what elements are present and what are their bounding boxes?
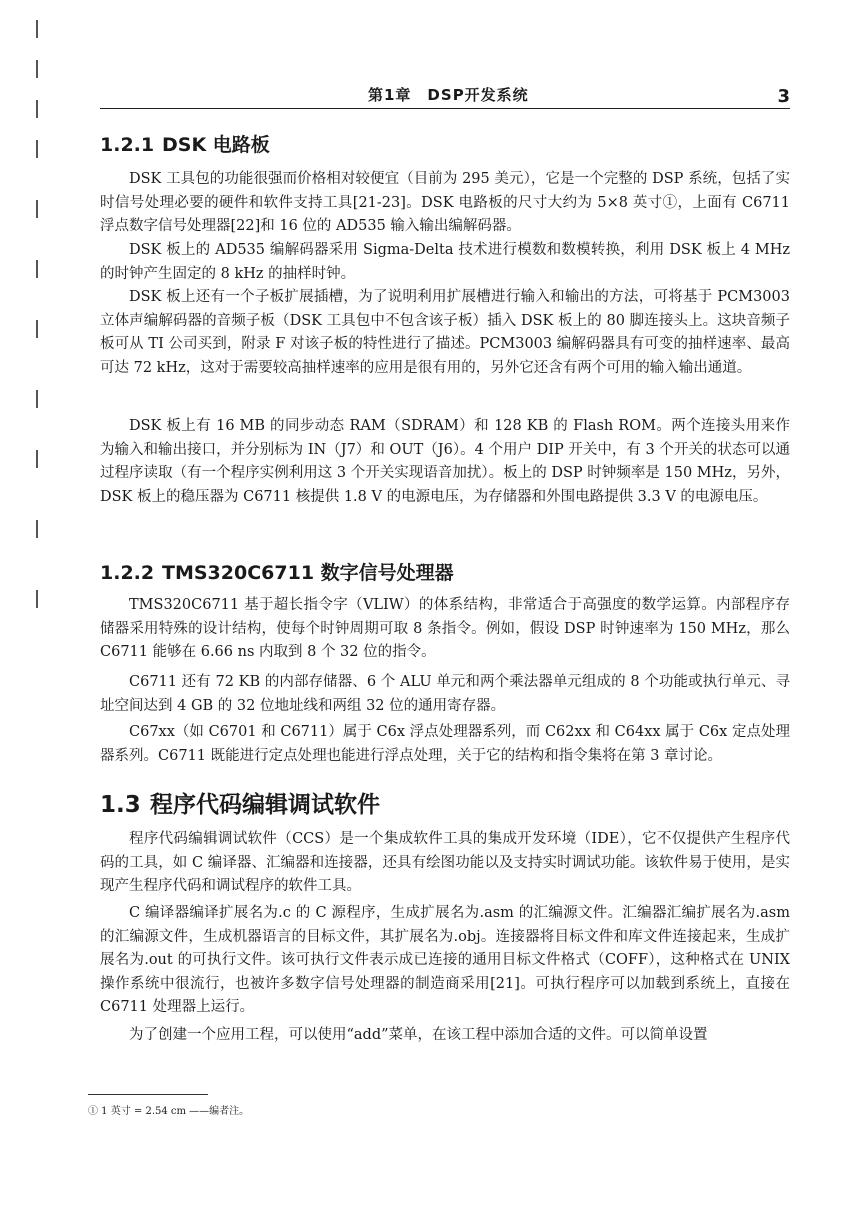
binding-marks	[36, 0, 40, 640]
paragraph: DSK 工具包的功能很强而价格相对较便宜（目前为 295 美元），它是一个完整的 DSP 系统，包括了实时信号处理必要的硬件和软件支持工具[21-23]。DSK 电路板的尺寸大约为 5×8 英寸①，上面有 C6711 浮点数字信号处理器[22]和 16 位的 AD535 输入输出编解码器。	[100, 171, 790, 235]
section-number: 1.3	[100, 792, 141, 818]
section-title: 程序代码编辑调试软件	[150, 792, 380, 818]
paragraph: DSK 板上有 16 MB 的同步动态 RAM（SDRAM）和 128 KB 的 Flash ROM。两个连接头用来作为输入和输出接口，并分别标为 IN（J7）和 OUT（J6）。4 个用户 DIP 开关中，有 3 个开关的状态可以通过程序读取（有一个程序实例利用这 3 个开关实现语音加扰）。板上的 DSP 时钟频率是 150 MHz，另外，DSK 板上的稳压器为 C6711 核提供 1.8 V 的电源电压，为存储器和外围电路提供 3.3 V 的电源电压。	[100, 418, 790, 505]
running-header	[100, 82, 790, 109]
section-number: 1.2.1	[100, 134, 155, 156]
paragraph: C67xx（如 C6701 和 C6711）属于 C6x 浮点处理器系列，而 C62xx 和 C64xx 属于 C6x 定点处理器系列。C6711 既能进行定点处理也能进行浮点处理，关于它的结构和指令集将在第 3 章讨论。	[100, 724, 790, 764]
paragraph: C6711 还有 72 KB 的内部存储器、6 个 ALU 单元和两个乘法器单元组成的 8 个功能或执行单元、寻址空间达到 4 GB 的 32 位地址线和两组 32 位的通用寄存器。	[100, 674, 790, 714]
paragraph: 为了创建一个应用工程，可以使用“add”菜单，在该工程中添加合适的文件。可以简单设置	[129, 1027, 708, 1043]
section-heading-1-2-2	[100, 558, 454, 585]
paragraph: DSK 板上的 AD535 编解码器采用 Sigma-Delta 技术进行模数和数模转换，利用 DSK 板上 4 MHz 的时钟产生固定的 8 kHz 的抽样时钟。	[100, 242, 790, 282]
paragraph: C 编译器编译扩展名为.c 的 C 源程序，生成扩展名为.asm 的汇编源文件。汇编器汇编扩展名为.asm 的汇编源文件，生成机器语言的目标文件，其扩展名为.obj。连接器将目标文件和库文件连接起来，生成扩展名为.out 的可执行文件。该可执行文件表示成已连接的通用目标文件格式（COFF），这种格式在 UNIX 操作系统中很流行，也被许多数字信号处理器的制造商采用[21]。可执行程序可以加载到系统上，直接在 C6711 处理器上运行。	[100, 905, 790, 1016]
section-number: 1.2.2	[100, 562, 155, 584]
paragraph: TMS320C6711 基于超长指令字（VLIW）的体系结构，非常适合于高强度的数学运算。内部程序存储器采用特殊的设计结构，使每个时钟周期可取 8 条指令。例如，假设 DSP 时钟速率为 150 MHz，那么 C6711 能够在 6.66 ns 内取到 8 个 32 位的指令。	[100, 597, 790, 661]
footnote: ① 1 英寸 = 2.54 cm ——编者注。	[88, 1106, 250, 1117]
footnote-divider	[88, 1094, 208, 1095]
paragraph: DSK 板上还有一个子板扩展插槽，为了说明利用扩展槽进行输入和输出的方法，可将基于 PCM3003 立体声编解码器的音频子板（DSK 工具包中不包含该子板）插入 DSK 板上的 80 脚连接头上。这块音频子板可从 TI 公司买到，附录 F 对该子板的特性进行了描述。PCM3003 编解码器具有可变的抽样速率、最高可达 72 kHz，这对于需要较高抽样速率的应用是很有用的，另外它还含有两个可用的输入输出通道。	[100, 289, 790, 376]
section-title: DSK 电路板	[162, 134, 270, 156]
page	[88, 82, 790, 1117]
chapter-title: 第1章 DSP开发系统	[368, 86, 529, 104]
section-title: TMS320C6711 数字信号处理器	[162, 562, 454, 584]
section-heading-1-3	[100, 786, 380, 819]
section-heading-1-2-1	[100, 130, 270, 157]
paragraph: 程序代码编辑调试软件（CCS）是一个集成软件工具的集成开发环境（IDE），它不仅提供产生程序代码的工具，如 C 编译器、汇编器和连接器，还具有绘图功能以及支持实时调试功能。该软件易于使用，是实现产生程序代码和调试程序的软件工具。	[100, 831, 790, 895]
page-number: 3	[777, 86, 790, 107]
